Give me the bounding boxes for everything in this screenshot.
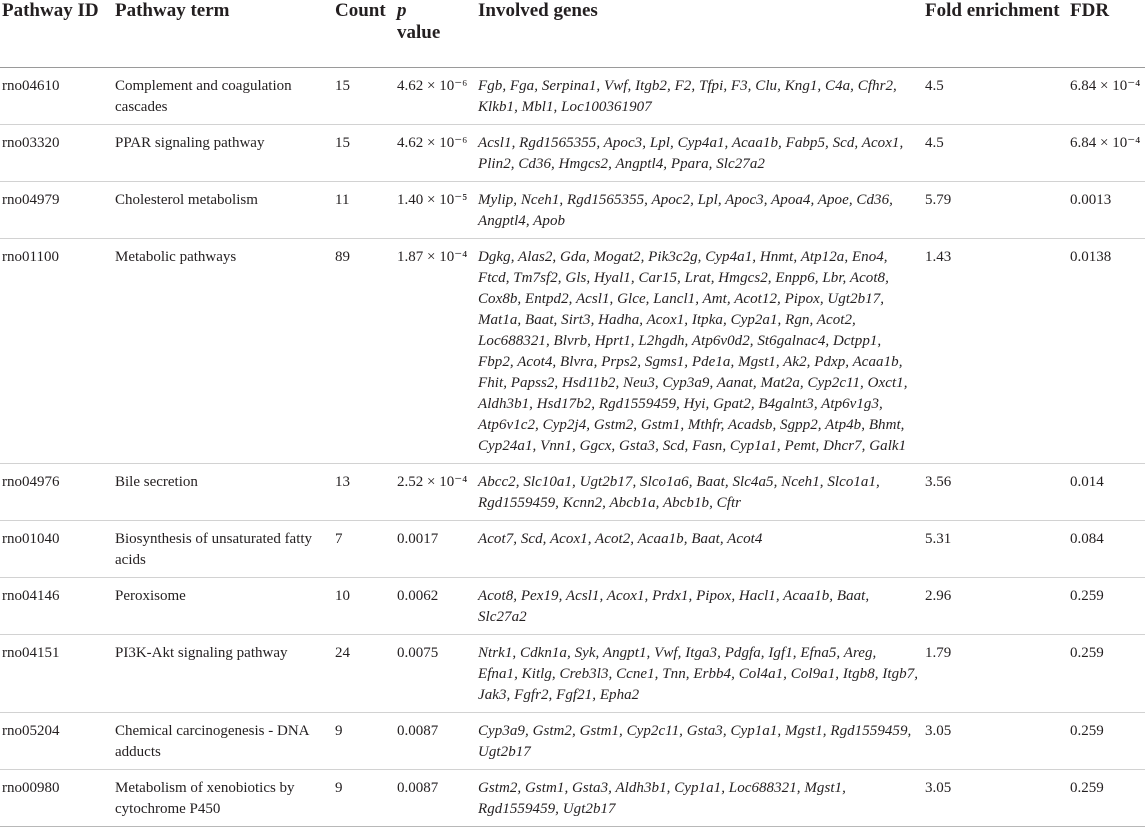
cell-pathway-id: rno04979	[2, 191, 60, 208]
cell-pathway-id: rno04151	[2, 644, 60, 661]
cell-pathway-id: rno01100	[2, 248, 59, 265]
cell-p-value: 0.0062	[397, 587, 439, 604]
cell-pathway-id: rno00980	[2, 779, 60, 796]
cell-count: 11	[335, 191, 350, 208]
cell-pathway-term: Chemical carcinogenesis - DNA adducts	[115, 722, 309, 760]
cell-fold-enrichment: 3.05	[925, 722, 952, 739]
cell-p-value: 0.0075	[397, 644, 439, 661]
header-p-symbol: p	[397, 0, 407, 21]
header-involved-genes: Involved genes	[478, 0, 598, 21]
cell-fold-enrichment: 4.5	[925, 134, 944, 151]
cell-fold-enrichment: 3.56	[925, 473, 952, 490]
cell-involved-genes: Acot7, Scd, Acox1, Acot2, Acaa1b, Baat, Acot4	[478, 530, 763, 547]
cell-pathway-term: PI3K-Akt signaling pathway	[115, 644, 288, 661]
header-fdr: FDR	[1070, 0, 1110, 21]
cell-pathway-term: Metabolic pathways	[115, 248, 237, 265]
cell-count: 24	[335, 644, 350, 661]
cell-involved-genes: Abcc2, Slc10a1, Ugt2b17, Slco1a6, Baat, Slc4a5, Nceh1, Slco1a1, Rgd1559459, Kcnn2, Abcb1a, Abcb1b, Cftr	[478, 473, 880, 511]
cell-fdr: 0.259	[1070, 644, 1104, 661]
cell-count: 9	[335, 779, 343, 796]
cell-fold-enrichment: 2.96	[925, 587, 952, 604]
cell-count: 13	[335, 473, 350, 490]
cell-fold-enrichment: 1.43	[925, 248, 952, 265]
table-row	[0, 181, 1145, 238]
cell-count: 9	[335, 722, 343, 739]
table-row	[0, 634, 1145, 712]
cell-pathway-term: Peroxisome	[115, 587, 186, 604]
cell-involved-genes: Mylip, Nceh1, Rgd1565355, Apoc2, Lpl, Apoc3, Apoa4, Apoe, Cd36, Angptl4, Apob	[478, 191, 893, 229]
header-fold-enrichment: Fold enrichment	[925, 0, 1060, 21]
table-row	[0, 67, 1145, 124]
cell-fold-enrichment: 5.79	[925, 191, 952, 208]
cell-fdr: 0.0013	[1070, 191, 1112, 208]
cell-involved-genes: Acsl1, Rgd1565355, Apoc3, Lpl, Cyp4a1, Acaa1b, Fabp5, Scd, Acox1, Plin2, Cd36, Hmgcs2, Angptl4, Ppara, Slc27a2	[478, 134, 904, 172]
cell-fdr: 0.084	[1070, 530, 1104, 547]
cell-involved-genes: Ntrk1, Cdkn1a, Syk, Angpt1, Vwf, Itga3, Pdgfa, Igf1, Efna5, Areg, Efna1, Kitlg, Creb3l3, Ccne1, Tnn, Erbb4, Col4a1, Col9a1, Itgb8, Itgb7, Jak3, Fgfr2, Fgf21, Epha2	[478, 644, 919, 703]
cell-fold-enrichment: 5.31	[925, 530, 952, 547]
cell-pathway-id: rno03320	[2, 134, 60, 151]
cell-count: 89	[335, 248, 350, 265]
table-row	[0, 577, 1145, 634]
header-p-value-word: value	[397, 22, 441, 43]
cell-fdr: 0.259	[1070, 779, 1104, 796]
cell-pathway-id: rno04610	[2, 77, 60, 94]
cell-fold-enrichment: 3.05	[925, 779, 952, 796]
cell-count: 10	[335, 587, 350, 604]
table-header	[0, 0, 1145, 67]
header-count: Count	[335, 0, 386, 21]
table-row	[0, 712, 1145, 769]
table-row	[0, 520, 1145, 577]
cell-fold-enrichment: 4.5	[925, 77, 944, 94]
cell-fold-enrichment: 1.79	[925, 644, 952, 661]
cell-pathway-term: PPAR signaling pathway	[115, 134, 265, 151]
cell-pathway-term: Bile secretion	[115, 473, 198, 490]
cell-pathway-id: rno01040	[2, 530, 60, 547]
cell-fdr: 0.0138	[1070, 248, 1112, 265]
cell-count: 15	[335, 77, 350, 94]
table-row	[0, 124, 1145, 181]
cell-fdr: 0.014	[1070, 473, 1104, 490]
cell-involved-genes: Fgb, Fga, Serpina1, Vwf, Itgb2, F2, Tfpi, F3, Clu, Kng1, C4a, Cfhr2, Klkb1, Mbl1, Loc100361907	[478, 77, 897, 115]
cell-p-value: 0.0087	[397, 779, 439, 796]
cell-pathway-id: rno04976	[2, 473, 60, 490]
cell-involved-genes: Dgkg, Alas2, Gda, Mogat2, Pik3c2g, Cyp4a1, Hnmt, Atp12a, Eno4, Ftcd, Tm7sf2, Gls, Hyal1, Car15, Lrat, Hmgcs2, Enpp6, Lbr, Acot8, Cox8b, Entpd2, Acsl1, Glce, Lancl1, Amt, Acot12, Pipox, Ugt2b17, Mat1a, Baat, Sirt3, Hadha, Acox1, Itpka, Cyp2a1, Rgn, Acot2, Loc688321, Blvrb, Hprt1, L2hgdh, Atp6v0d2, St6galnac4, Dctpp1, Fbp2, Acot4, Blvra, Prps2, Sgms1, Pde1a, Mgst1, Ak2, Pdxp, Acaa1b, Fhit, Papss2, Hsd11b2, Neu3, Cyp3a9, Aanat, Mat2a, Cyp2c11, Oxct1, Aldh3b1, Hsd17b2, Rgd1559459, Hyi, Gpat2, B4galnt3, Atp6v1g3, Atp6v1c2, Cyp2j4, Gstm2, Gstm1, Mthfr, Acadsb, Sgpp2, Atp4b, Bhmt, Cyp24a1, Vnn1, Ggcx, Gsta3, Scd, Fasn, Cyp1a1, Pemt, Dhcr7, Galk1	[478, 248, 908, 454]
header-p-value	[395, 0, 476, 67]
cell-p-value: 2.52 × 10⁻⁴	[397, 473, 468, 490]
cell-fdr: 0.259	[1070, 722, 1104, 739]
table-row	[0, 238, 1145, 463]
cell-pathway-term: Metabolism of xenobiotics by cytochrome P450	[115, 779, 295, 817]
cell-p-value: 0.0017	[397, 530, 439, 547]
table-row	[0, 769, 1145, 826]
header-pathway-id: Pathway ID	[2, 0, 99, 21]
cell-involved-genes: Cyp3a9, Gstm2, Gstm1, Cyp2c11, Gsta3, Cyp1a1, Mgst1, Rgd1559459, Ugt2b17	[478, 722, 912, 760]
cell-pathway-id: rno05204	[2, 722, 60, 739]
cell-count: 15	[335, 134, 350, 151]
header-row	[0, 0, 1145, 67]
cell-p-value: 1.87 × 10⁻⁴	[397, 248, 468, 265]
cell-pathway-term: Biosynthesis of unsaturated fatty acids	[115, 530, 313, 568]
cell-p-value: 4.62 × 10⁻⁶	[397, 134, 468, 151]
cell-count: 7	[335, 530, 343, 547]
table-row	[0, 463, 1145, 520]
cell-pathway-id: rno04146	[2, 587, 60, 604]
header-pathway-term: Pathway term	[115, 0, 230, 21]
table-body	[0, 67, 1145, 826]
cell-p-value: 4.62 × 10⁻⁶	[397, 77, 468, 94]
cell-fdr: 6.84 × 10⁻⁴	[1070, 134, 1141, 151]
cell-p-value: 1.40 × 10⁻⁵	[397, 191, 468, 208]
cell-fdr: 6.84 × 10⁻⁴	[1070, 77, 1141, 94]
cell-pathway-term: Complement and coagulation cascades	[115, 77, 292, 115]
cell-fdr: 0.259	[1070, 587, 1104, 604]
cell-involved-genes: Acot8, Pex19, Acsl1, Acox1, Prdx1, Pipox, Hacl1, Acaa1b, Baat, Slc27a2	[478, 587, 870, 625]
cell-involved-genes: Gstm2, Gstm1, Gsta3, Aldh3b1, Cyp1a1, Loc688321, Mgst1, Rgd1559459, Ugt2b17	[478, 779, 846, 817]
cell-pathway-term: Cholesterol metabolism	[115, 191, 258, 208]
cell-p-value: 0.0087	[397, 722, 439, 739]
